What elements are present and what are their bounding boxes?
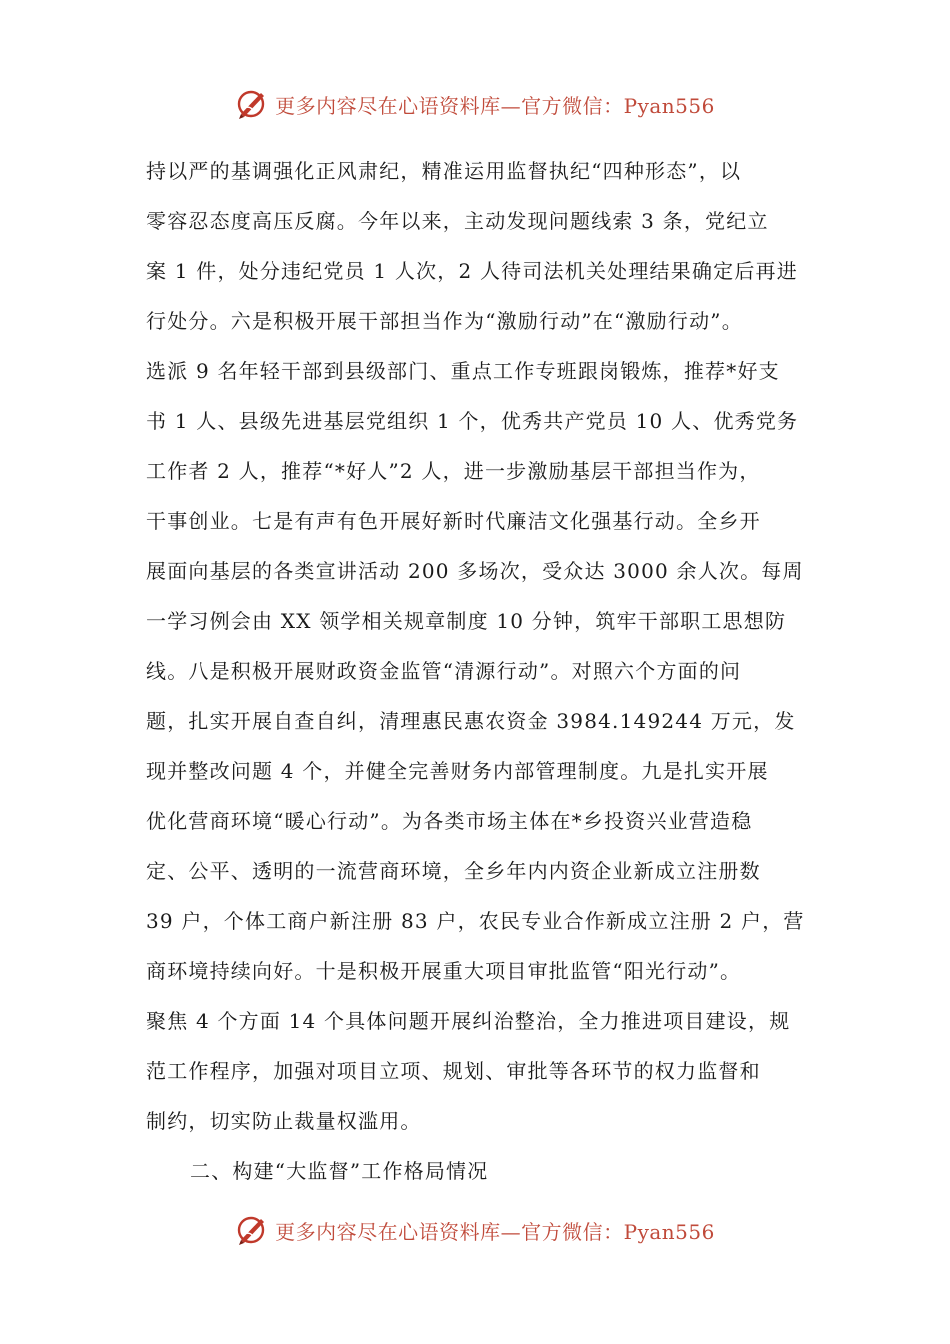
paragraph-line: 商环境持续向好。十是积极开展重大项目审批监管“阳光行动”。 — [146, 959, 742, 983]
paragraph-line: 持以严的基调强化正风肃纪，精准运用监督执纪“四种形态”，以 — [146, 159, 742, 183]
header-banner-text: 更多内容尽在心语资料库—官方微信：Pyan556 — [275, 93, 715, 118]
paragraph-line: 范工作程序，加强对项目立项、规划、审批等各环节的权力监督和 — [146, 1059, 761, 1083]
paragraph-line: 定、公平、透明的一流营商环境，全乡年内内资企业新成立注册数 — [146, 859, 761, 883]
footer-banner-text: 更多内容尽在心语资料库—官方微信：Pyan556 — [275, 1219, 715, 1244]
header-banner — [0, 82, 950, 126]
pen-logo-icon — [235, 87, 269, 121]
footer-banner — [0, 1208, 950, 1252]
paragraph-line: 零容忍态度高压反腐。今年以来，主动发现问题线索 3 条，党纪立 — [146, 209, 769, 233]
paragraph-line: 书 1 人、县级先进基层党组织 1 个，优秀共产党员 10 人、优秀党务 — [146, 409, 799, 433]
paragraph-line: 线。八是积极开展财政资金监管“清源行动”。对照六个方面的问 — [146, 659, 742, 683]
paragraph-line: 题，扎实开展自查自纠，清理惠民惠农资金 3984.149244 万元，发 — [146, 709, 796, 733]
document-body — [146, 146, 810, 1196]
section-heading: 二、构建“大监督”工作格局情况 — [190, 1159, 489, 1183]
paragraph-line: 39 户，个体工商户新注册 83 户，农民专业合作新成立注册 2 户，营 — [146, 909, 805, 933]
paragraph-line: 选派 9 名年轻干部到县级部门、重点工作专班跟岗锻炼，推荐*好支 — [146, 359, 780, 383]
paragraph-line: 行处分。六是积极开展干部担当作为“激励行动”在“激励行动”。 — [146, 309, 743, 333]
pen-logo-icon — [235, 1213, 269, 1247]
paragraph-line: 聚焦 4 个方面 14 个具体问题开展纠治整治，全力推进项目建设，规 — [146, 1009, 791, 1033]
paragraph-line: 干事创业。七是有声有色开展好新时代廉洁文化强基行动。全乡开 — [146, 509, 761, 533]
paragraph-line: 案 1 件，处分违纪党员 1 人次，2 人待司法机关处理结果确定后再进 — [146, 259, 798, 283]
paragraph-line: 制约，切实防止裁量权滥用。 — [146, 1109, 422, 1133]
paragraph-line: 一学习例会由 XX 领学相关规章制度 10 分钟，筑牢干部职工思想防 — [146, 609, 787, 633]
paragraph-line: 优化营商环境“暖心行动”。为各类市场主体在*乡投资兴业营造稳 — [146, 809, 753, 833]
paragraph-line: 现并整改问题 4 个，并健全完善财务内部管理制度。九是扎实开展 — [146, 759, 769, 783]
paragraph-line: 展面向基层的各类宣讲活动 200 多场次，受众达 3000 余人次。每周 — [146, 559, 804, 583]
paragraph-line: 工作者 2 人，推荐“*好人”2 人，进一步激励基层干部担当作为， — [146, 459, 761, 483]
